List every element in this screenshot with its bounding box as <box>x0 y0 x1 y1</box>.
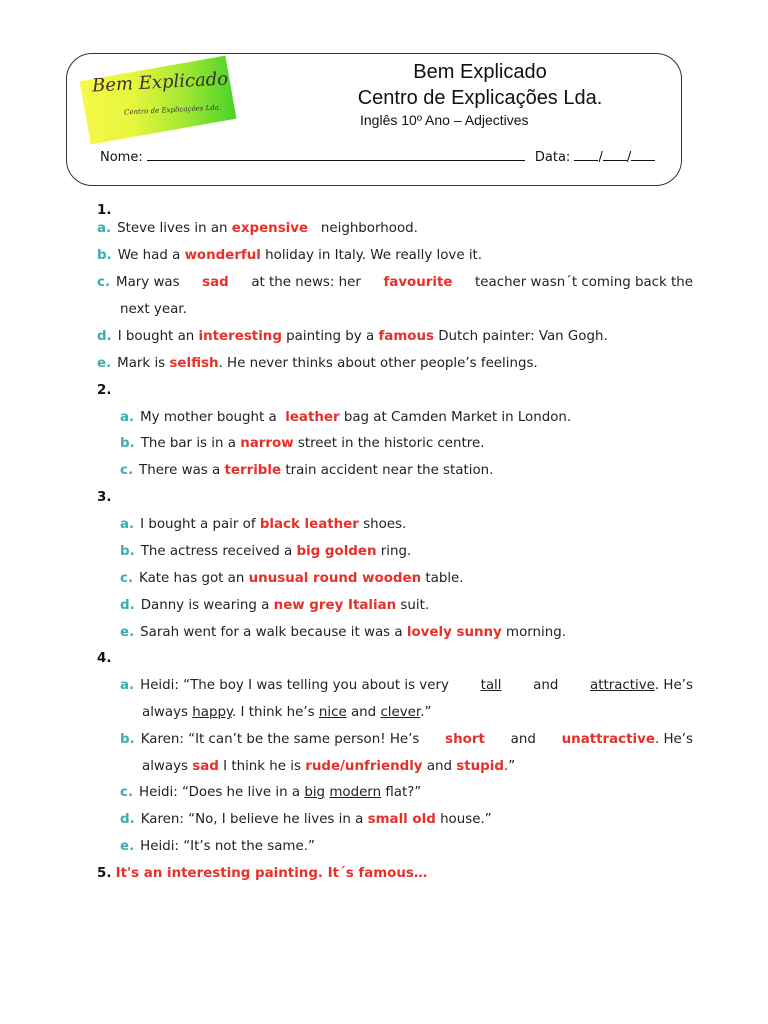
header-subject: Inglês 10º Ano – Adjectives <box>360 112 529 128</box>
name-date-row: Nome: Data: / / <box>100 148 655 165</box>
q3-item-b: b. The actress received a big golden ring. <box>120 544 412 559</box>
q4-item-b: b. Karen: “It can’t be the same person! He’s short and unattractive. He’s <box>120 732 693 747</box>
q3-item-a: a. I bought a pair of black leather shoes. <box>120 517 407 532</box>
date-label: Data: <box>534 150 571 165</box>
logo-subtitle: Centro de Explicações Lda. <box>123 103 222 117</box>
date-year-field[interactable] <box>631 148 655 161</box>
q3-item-c: c. Kate has got an unusual round wooden table. <box>120 571 464 586</box>
q4-item-a-continued: always happy. I think he’s nice and clever.” <box>142 705 432 720</box>
q2-item-c: c. There was a terrible train accident near the station. <box>120 463 494 478</box>
q4-item-d: d. Karen: “No, I believe he lives in a small old house.” <box>120 812 492 827</box>
logo-title: Bem Explicado <box>91 68 229 97</box>
question-5: 5. It's an interesting painting. It´s famous… <box>97 866 428 881</box>
name-label: Nome: <box>100 150 143 165</box>
header-title: Bem Explicado <box>413 61 547 83</box>
q3-item-d: d. Danny is wearing a new grey Italian suit. <box>120 598 430 613</box>
question-2-number: 2. <box>97 383 112 398</box>
question-3-number: 3. <box>97 490 112 505</box>
q1-item-c-continued: next year. <box>120 302 187 317</box>
q3-item-e: e. Sarah went for a walk because it was a lovely sunny morning. <box>120 625 567 640</box>
q2-item-b: b. The bar is in a narrow street in the historic centre. <box>120 436 485 451</box>
q1-item-a: a. Steve lives in an expensive neighborhood. <box>97 221 418 236</box>
header-subtitle: Centro de Explicações Lda. <box>357 87 603 109</box>
date-day-field[interactable] <box>574 148 598 161</box>
q4-item-c: c. Heidi: “Does he live in a big modern flat?” <box>120 785 422 800</box>
q1-item-e: e. Mark is selfish. He never thinks about other people’s feelings. <box>97 356 538 371</box>
q1-item-b: b. We had a wonderful holiday in Italy. We really love it. <box>97 248 483 263</box>
q1-item-d: d. I bought an interesting painting by a famous Dutch painter: Van Gogh. <box>97 329 608 344</box>
q4-item-e: e. Heidi: “It’s not the same.” <box>120 839 315 854</box>
date-month-field[interactable] <box>603 148 627 161</box>
q2-item-a: a. My mother bought a leather bag at Camden Market in London. <box>120 410 572 425</box>
q1-item-c: c. Mary was sad at the news: her favourite teacher wasn´t coming back the <box>97 275 693 290</box>
q4-item-b-continued: always sad I think he is rude/unfriendly and stupid.” <box>142 759 516 774</box>
q4-item-a: a. Heidi: “The boy I was telling you about is very tall and attractive. He’s <box>120 678 693 693</box>
question-1-number: 1. <box>97 203 112 218</box>
name-field[interactable] <box>147 148 525 161</box>
question-4-number: 4. <box>97 651 112 666</box>
